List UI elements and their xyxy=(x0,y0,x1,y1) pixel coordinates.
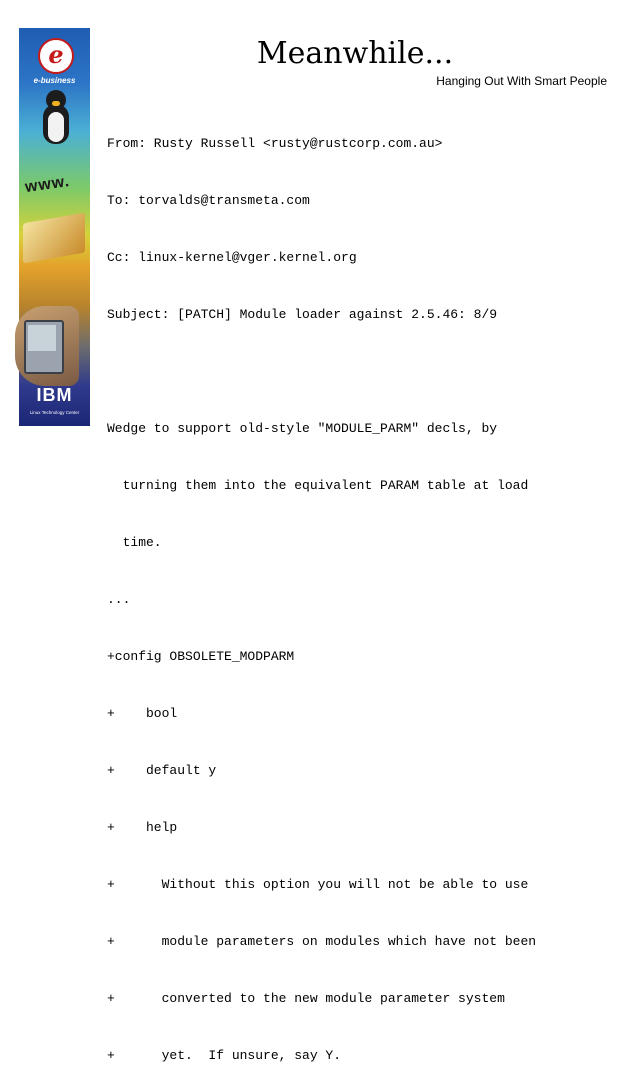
body-line: Wedge to support old-style "MODULE_PARM" decls, by xyxy=(107,421,498,436)
email-cc: Cc: linux-kernel@vger.kernel.org xyxy=(107,250,357,265)
ibm-linux-banner xyxy=(19,28,90,426)
body-line: + yet. If unsure, say Y. xyxy=(107,1048,342,1063)
email-content xyxy=(107,96,627,1084)
body-line: + help xyxy=(107,820,178,835)
email-subject: Subject: [PATCH] Module loader against 2.5.46: 8/9 xyxy=(107,307,498,322)
email-from: From: Rusty Russell <rusty@rustcorp.com.au> xyxy=(107,136,443,151)
body-line: + module parameters on modules which have not been xyxy=(107,934,537,949)
pda-screen xyxy=(28,325,56,351)
linux-technology-center-label: Linux Technology Center xyxy=(29,410,80,415)
body-line: + bool xyxy=(107,706,178,721)
e-business-logo: e xyxy=(38,38,74,74)
body-line: turning them into the equivalent PARAM table at load xyxy=(107,478,529,493)
blank-line xyxy=(107,362,627,381)
www-graphic: www. xyxy=(23,172,72,197)
body-line: + Without this option you will not be able to use xyxy=(107,877,529,892)
slide-title: Meanwhile... xyxy=(256,36,454,71)
book-graphic xyxy=(23,213,85,264)
body-line: ... xyxy=(107,592,131,607)
body-line: + converted to the new module parameter system xyxy=(107,991,505,1006)
email-to: To: torvalds@transmeta.com xyxy=(107,193,310,208)
body-line: +config OBSOLETE_MODPARM xyxy=(107,649,295,664)
e-business-label: e-business xyxy=(33,76,76,85)
tux-penguin-icon xyxy=(41,90,71,146)
ibm-logo: IBM xyxy=(36,385,73,405)
slide-subtitle: Hanging Out With Smart People xyxy=(436,74,607,88)
body-line: + default y xyxy=(107,763,217,778)
body-line: time. xyxy=(107,535,162,550)
